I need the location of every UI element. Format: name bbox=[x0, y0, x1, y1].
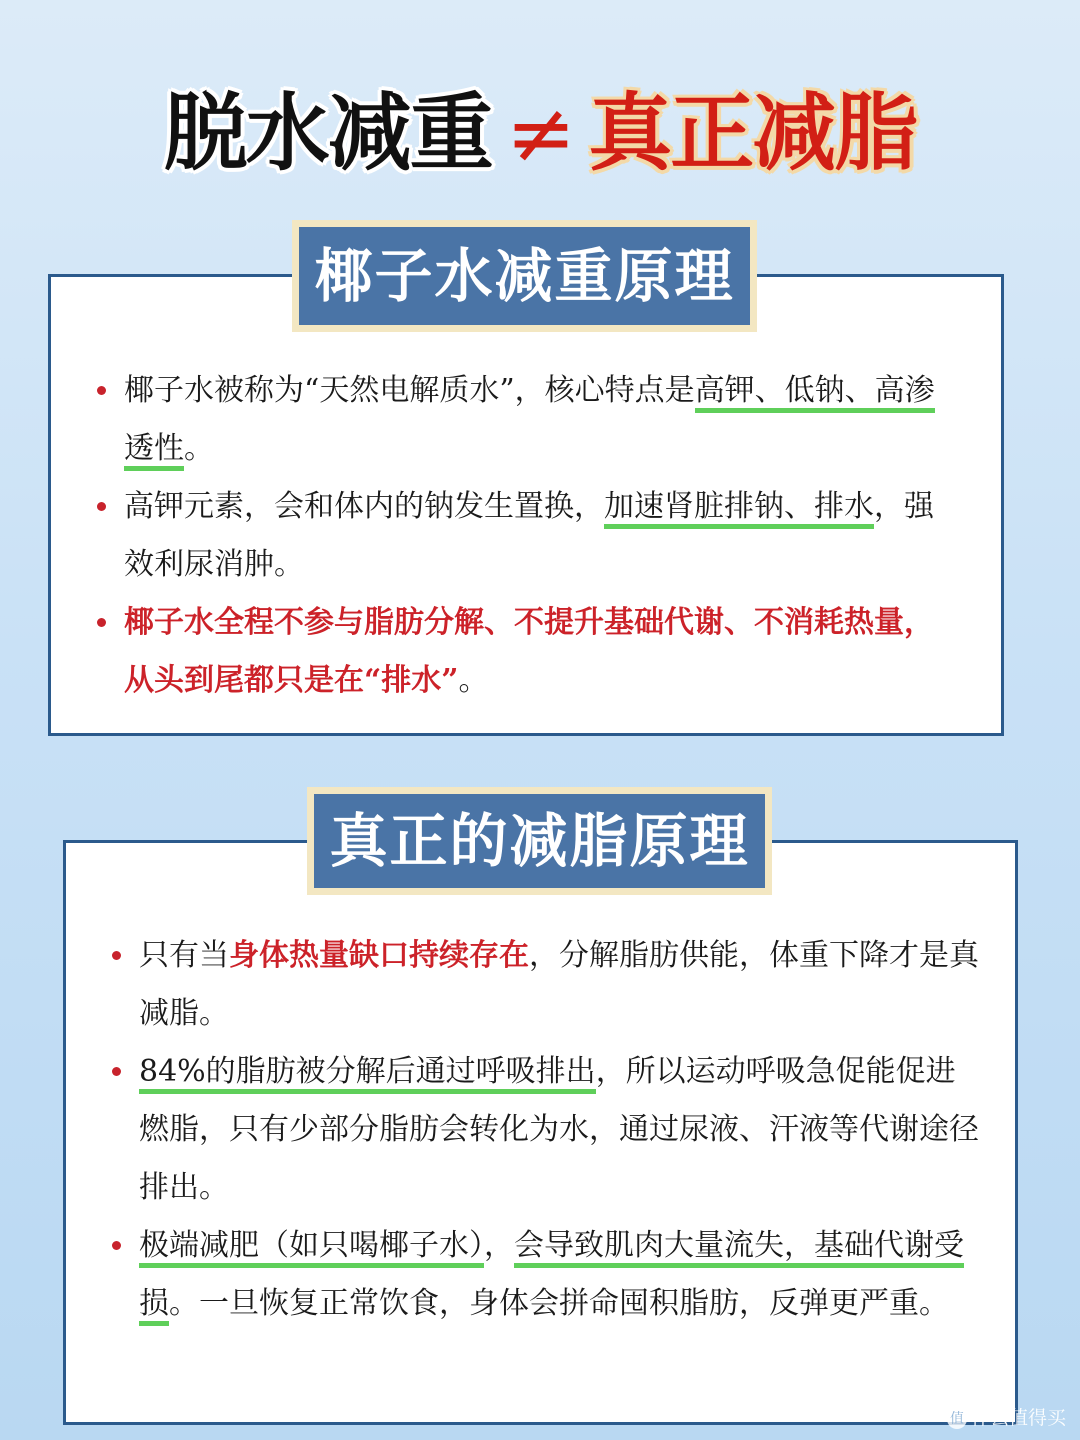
highlight-text: 极端减肥（如只喝椰子水） bbox=[139, 1228, 484, 1268]
list-item: 椰子水被称为“天然电解质水”，核心特点是高钾、低钠、高渗透性。 bbox=[124, 362, 944, 478]
highlight-text: 会导致肌肉大量流失，基础代谢受损 bbox=[139, 1228, 964, 1326]
highlight-text: 84%的脂肪被分解后通过呼吸排出 bbox=[139, 1054, 596, 1094]
title-part2: 真正减脂 bbox=[588, 84, 917, 182]
list-item: 84%的脂肪被分解后通过呼吸排出，所以运动呼吸急促能促进燃脂，只有少部分脂肪会转化为水，通过尿液、汗液等代谢途径排出。 bbox=[139, 1043, 981, 1217]
list-item: 极端减肥（如只喝椰子水），会导致肌肉大量流失，基础代谢受损。一旦恢复正常饮食，身体会拼命囤积脂肪，反弹更严重。 bbox=[139, 1217, 981, 1333]
highlight-text: 高钾、低钠、高渗透性 bbox=[124, 373, 935, 471]
not-equal-sign: ≠ bbox=[505, 84, 575, 182]
list-item: 只有当身体热量缺口持续存在，分解脂肪供能，体重下降才是真减脂。 bbox=[139, 927, 981, 1043]
emphasis-text: 身体热量缺口持续存在 bbox=[229, 938, 529, 973]
watermark-icon: 值 bbox=[947, 1409, 967, 1429]
page-title bbox=[0, 78, 1080, 188]
emphasis-text: 椰子水全程不参与脂肪分解、不提升基础代谢、不消耗热量，从头到尾都只是在“排水” bbox=[124, 605, 934, 698]
coconut-water-bullets bbox=[124, 362, 944, 710]
title-part1: 脱水减重 bbox=[163, 84, 492, 182]
watermark bbox=[947, 1403, 1066, 1430]
list-item: 高钾元素，会和体内的钠发生置换，加速肾脏排钠、排水，强效利尿消肿。 bbox=[124, 478, 944, 594]
fat-loss-bullets bbox=[139, 927, 981, 1333]
watermark-text: 什么值得买 bbox=[970, 1407, 1066, 1429]
fat-loss-header: 真正的减脂原理 bbox=[307, 787, 772, 895]
highlight-text: 加速肾脏排钠、排水 bbox=[604, 489, 874, 529]
list-item: 椰子水全程不参与脂肪分解、不提升基础代谢、不消耗热量，从头到尾都只是在“排水”。 bbox=[124, 594, 944, 710]
coconut-water-header: 椰子水减重原理 bbox=[292, 220, 757, 332]
